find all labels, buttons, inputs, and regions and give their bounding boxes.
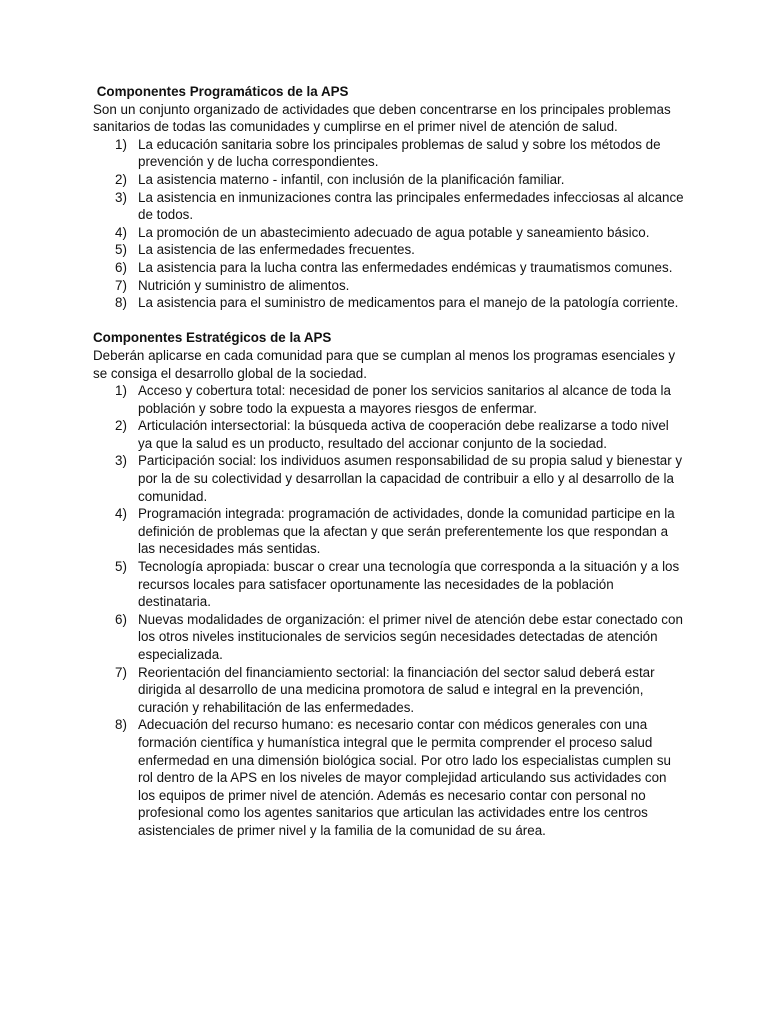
list-item-text: Adecuación del recurso humano: es necesario contar con médicos generales con una formación científica y humanística integral que le permita comprender el proceso salud enfermedad en una dimensión biológica social. Por otro lado los especialistas cumplen su rol dentro de la APS en los niveles de mayor complejidad articulando sus actividades con los equipos de primer nivel de atención. Además es necesario contar con personal no profesional como los agentes sanitarios que articulan las actividades entre los centros asistenciales de primer nivel y la familia de la comunidad de su área.	[138, 717, 671, 838]
list-item	[93, 224, 685, 242]
list-item	[93, 505, 685, 558]
numbered-list	[93, 382, 685, 839]
list-item-text: Participación social: los individuos asumen responsabilidad de su propia salud y bienestar y por la de su colectividad y desarrollan la capacidad de contribuir a ello y al desarrollo de la comunidad.	[138, 453, 683, 504]
section-strategic-components	[93, 329, 685, 839]
list-item-text: La promoción de un abastecimiento adecuado de agua potable y saneamiento básico.	[138, 224, 650, 240]
section-intro: Son un conjunto organizado de actividades que deben concentrarse en los principales problemas sanitarios de todas las comunidades y cumplirse en el primer nivel de atención de salud.	[93, 101, 671, 135]
list-item	[93, 452, 685, 505]
list-item-text: La asistencia para el suministro de medicamentos para el manejo de la patología corriente.	[138, 295, 679, 311]
list-item-number: 8)	[115, 295, 127, 311]
list-item-number: 4)	[115, 224, 127, 240]
list-item-number: 6)	[115, 259, 127, 275]
document-page	[93, 83, 685, 840]
list-item-number: 7)	[115, 664, 127, 680]
list-item	[93, 241, 685, 259]
list-item-text: La asistencia materno - infantil, con inclusión de la planificación familiar.	[138, 171, 565, 187]
list-item-number: 3)	[115, 189, 127, 205]
section-intro: Deberán aplicarse en cada comunidad para que se cumplan al menos los programas esenciales y se consiga el desarrollo global de la sociedad.	[93, 347, 676, 381]
list-item-text: Acceso y cobertura total: necesidad de poner los servicios sanitarios al alcance de toda la población y sobre todo la expuesta a mayores riesgos de enfermar.	[138, 383, 671, 416]
list-item-text: La asistencia para la lucha contra las enfermedades endémicas y traumatismos comunes.	[138, 259, 673, 275]
list-item-text: La asistencia en inmunizaciones contra las principales enfermedades infecciosas al alcance de todos.	[138, 189, 684, 223]
list-item-text: Articulación intersectorial: la búsqueda activa de cooperación debe realizarse a todo nivel ya que la salud es un producto, resultado del accionar conjunto de la sociedad.	[138, 418, 669, 451]
list-item-text: La asistencia de las enfermedades frecuentes.	[138, 242, 415, 258]
section-title: Componentes Programáticos de la APS	[93, 84, 349, 99]
list-item	[93, 277, 685, 295]
list-item-number: 2)	[115, 418, 127, 434]
list-item-number: 1)	[115, 383, 127, 399]
list-item-number: 5)	[115, 559, 127, 575]
list-item	[93, 417, 685, 452]
list-item-number: 3)	[115, 453, 127, 469]
list-item-text: Tecnología apropiada: buscar o crear una tecnología que corresponda a la situación y a los recursos locales para satisfacer oportunamente las necesidades de la población destinataria.	[138, 559, 680, 610]
list-item-text: Programación integrada: programación de actividades, donde la comunidad participe en la definición de problemas que la afectan y que serán preferentemente los que respondan a las necesidades más sentidas.	[138, 506, 675, 557]
list-item-number: 1)	[115, 136, 127, 152]
list-item	[93, 716, 685, 839]
list-item-number: 2)	[115, 171, 127, 187]
list-item	[93, 294, 685, 312]
list-item	[93, 382, 685, 417]
list-item-text: Nuevas modalidades de organización: el primer nivel de atención debe estar conectado con los otros niveles institucionales de servicios según necesidades detectadas de atención especializada.	[138, 611, 683, 662]
section-spacer	[93, 312, 685, 330]
numbered-list	[93, 136, 685, 312]
list-item-text: La educación sanitaria sobre los principales problemas de salud y sobre los métodos de prevención y de lucha correspondientes.	[138, 136, 661, 170]
list-item-number: 8)	[115, 717, 127, 733]
list-item	[93, 611, 685, 664]
list-item	[93, 558, 685, 611]
section-title: Componentes Estratégicos de la APS	[93, 330, 332, 346]
section-programmatic-components	[93, 83, 685, 312]
list-item-number: 6)	[115, 611, 127, 627]
list-item	[93, 136, 685, 171]
list-item	[93, 259, 685, 277]
list-item	[93, 664, 685, 717]
list-item-number: 7)	[115, 277, 127, 293]
list-item-text: Nutrición y suministro de alimentos.	[138, 277, 350, 293]
list-item-text: Reorientación del financiamiento sectorial: la financiación del sector salud deberá estar dirigida al desarrollo de una medicina promotora de salud e integral en la prevención, curación y rehabilitación de las enfermedades.	[138, 664, 655, 715]
list-item-number: 5)	[115, 242, 127, 258]
list-item-number: 4)	[115, 506, 127, 522]
list-item	[93, 189, 685, 224]
list-item	[93, 171, 685, 189]
